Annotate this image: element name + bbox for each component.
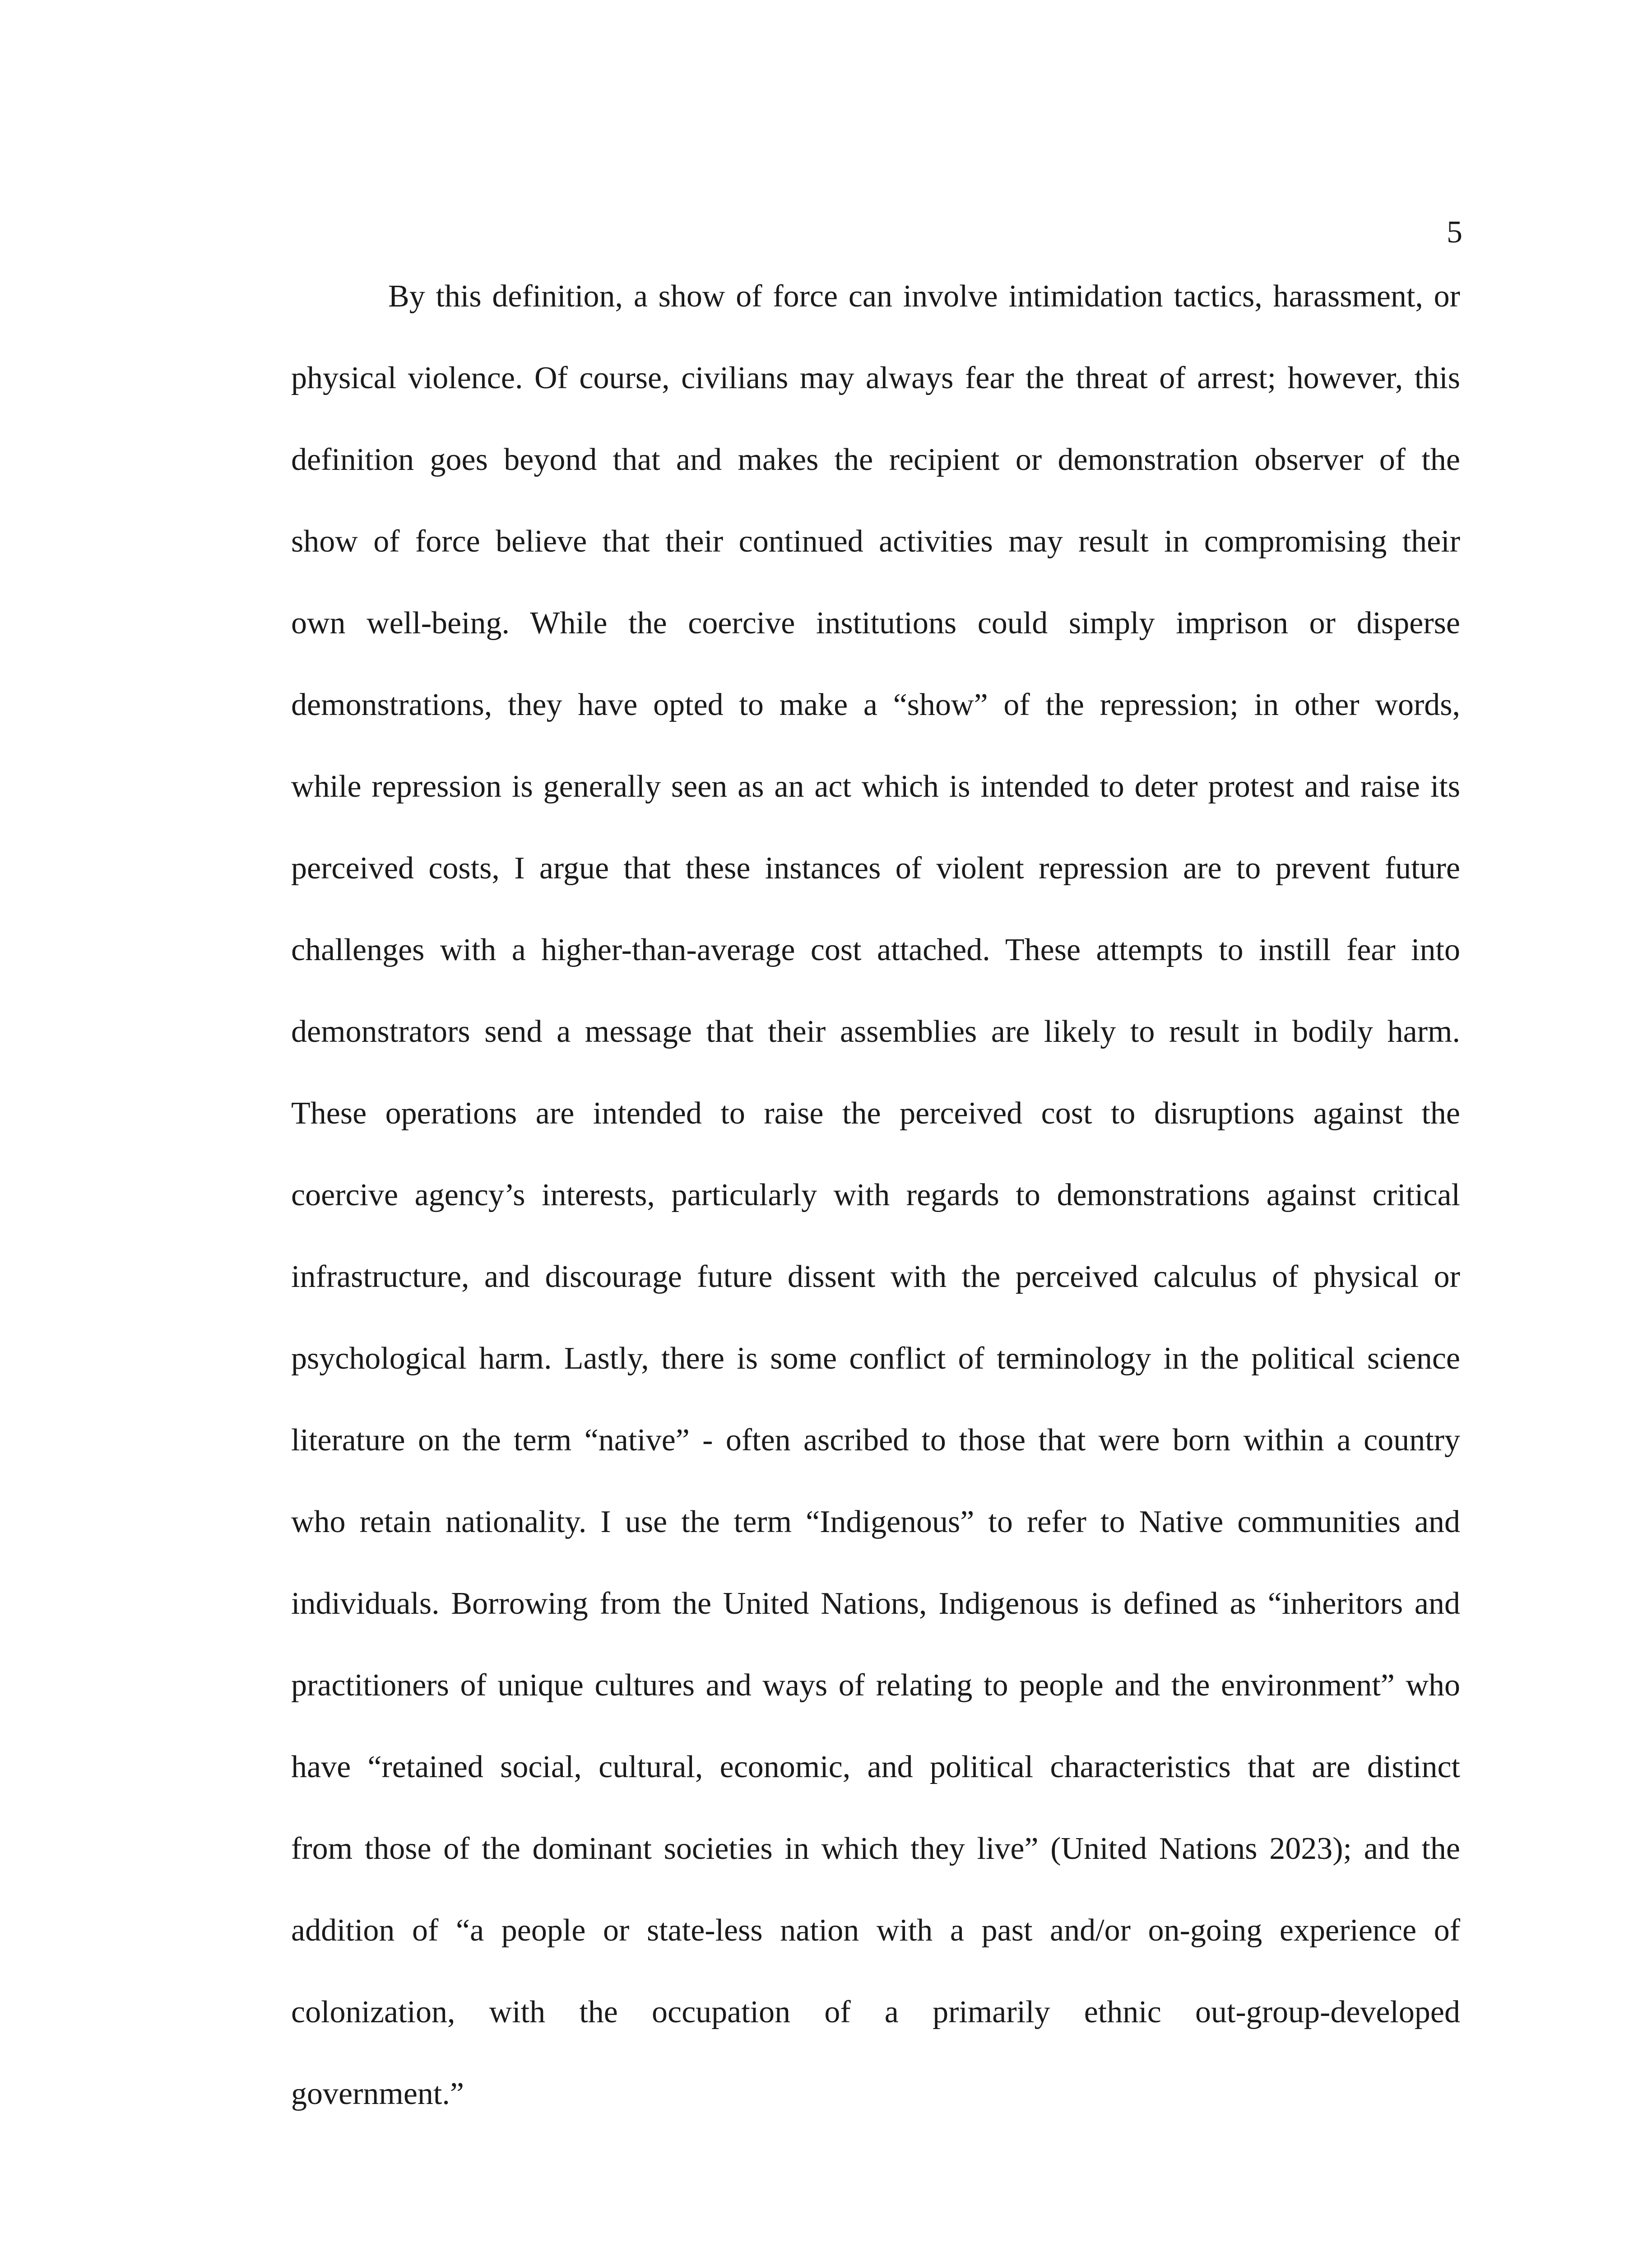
text-line: individuals. Borrowing from the United Nations, Indigenous is defined as “inheritors and <box>291 1586 1460 1621</box>
text-line: perceived costs, I argue that these instances of violent repression are to prevent future <box>291 851 1460 886</box>
text-line: literature on the term “native” - often ascribed to those that were born within a country <box>291 1423 1460 1458</box>
text-line: who retain nationality. I use the term “Indigenous” to refer to Native communities and <box>291 1505 1460 1539</box>
text-line: government.” <box>291 2076 464 2111</box>
text-line: challenges with a higher-than-average cost attached. These attempts to instill fear into <box>291 933 1460 967</box>
text-line: demonstrators send a message that their assemblies are likely to result in bodily harm. <box>291 1014 1460 1049</box>
text-line: addition of “a people or state-less nation with a past and/or on-going experience of <box>291 1913 1460 1948</box>
text-line: own well-being. While the coercive institutions could simply imprison or disperse <box>291 606 1460 641</box>
text-line: show of force believe that their continued activities may result in compromising their <box>291 524 1460 559</box>
text-line: colonization, with the occupation of a primarily ethnic out-group-developed <box>291 1995 1460 2029</box>
text-line: demonstrations, they have opted to make a “show” of the repression; in other words, <box>291 687 1460 722</box>
body-paragraph <box>291 255 1460 2135</box>
text-line: practitioners of unique cultures and ways of relating to people and the environment” who <box>291 1668 1460 1703</box>
text-line: coercive agency’s interests, particularly with regards to demonstrations against critical <box>291 1178 1460 1212</box>
text-line: infrastructure, and discourage future dissent with the perceived calculus of physical or <box>291 1259 1460 1294</box>
text-line: definition goes beyond that and makes the recipient or demonstration observer of the <box>291 442 1460 477</box>
text-line: while repression is generally seen as an act which is intended to deter protest and raise its <box>291 769 1460 804</box>
text-line: psychological harm. Lastly, there is some conflict of terminology in the political science <box>291 1341 1460 1376</box>
text-line: By this definition, a show of force can involve intimidation tactics, harassment, or <box>388 279 1460 314</box>
page-number: 5 <box>1447 215 1462 250</box>
text-line: from those of the dominant societies in which they live” (United Nations 2023); and the <box>291 1831 1460 1866</box>
text-line: have “retained social, cultural, economic, and political characteristics that are distinct <box>291 1750 1460 1784</box>
text-line: physical violence. Of course, civilians may always fear the threat of arrest; however, this <box>291 361 1460 395</box>
text-line: These operations are intended to raise the perceived cost to disruptions against the <box>291 1096 1460 1131</box>
